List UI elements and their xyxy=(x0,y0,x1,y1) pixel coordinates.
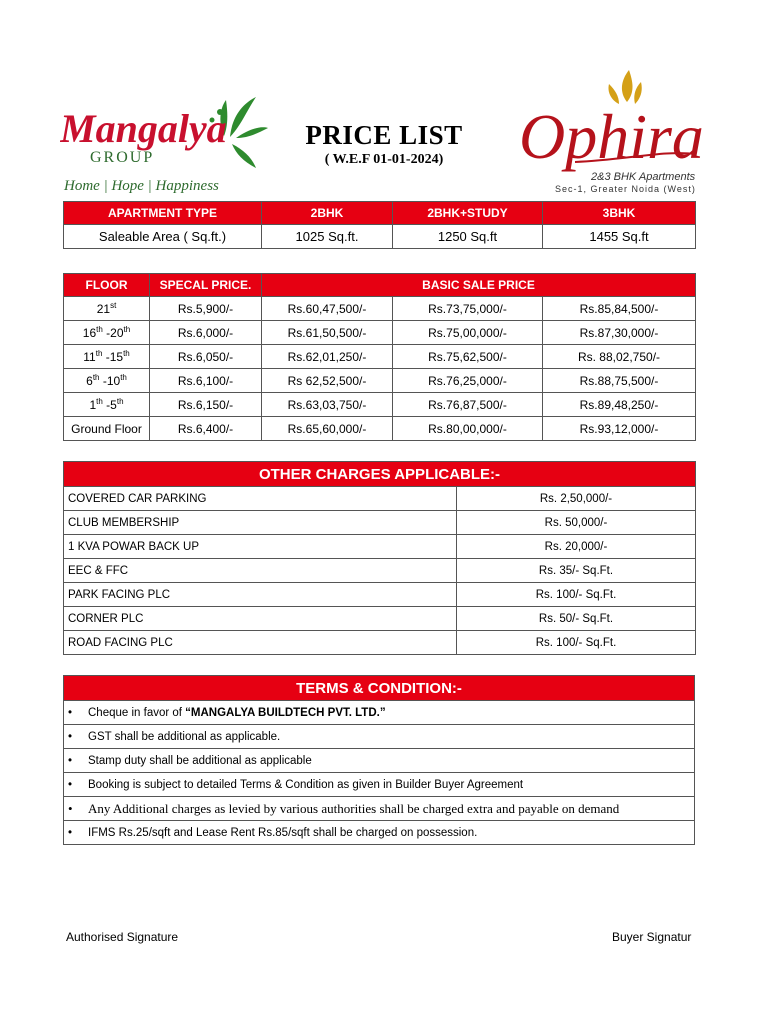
term-text: IFMS Rs.25/sqft and Lease Rent Rs.85/sqft shall be charged on possession. xyxy=(88,826,478,839)
floor-cell xyxy=(64,369,150,393)
special-rate-cell: Rs.5,900/- xyxy=(150,297,262,321)
list-item xyxy=(64,821,695,845)
charge-amount: Rs. 35/- Sq.Ft. xyxy=(457,559,696,583)
price-cell: Rs.93,12,000/- xyxy=(543,417,696,441)
floor-suffix: st xyxy=(110,301,117,310)
area-2bhk-study: 1250 Sq.ft xyxy=(393,225,543,249)
table-row xyxy=(64,393,696,417)
charge-amount: Rs. 100/- Sq.Ft. xyxy=(457,583,696,607)
svg-text:2&3 BHK Apartments: 2&3 BHK Apartments xyxy=(591,171,696,183)
table-header-row xyxy=(64,274,696,297)
table-row xyxy=(64,297,696,321)
floor-cell xyxy=(64,321,150,345)
terms-table xyxy=(63,675,695,845)
price-cell: Rs.75,00,000/- xyxy=(393,321,543,345)
floor-range-end: -15 xyxy=(102,350,124,364)
bullet-icon: • xyxy=(68,826,73,839)
term-cell xyxy=(64,701,695,725)
flame-icon xyxy=(608,70,641,104)
svg-text:Sec-1, Greater Noida (West): Sec-1, Greater Noida (West) xyxy=(555,184,696,194)
price-cell: Rs. 88,02,750/- xyxy=(543,345,696,369)
price-table xyxy=(63,273,696,441)
header-floor: FLOOR xyxy=(64,274,150,297)
area-2bhk: 1025 Sq.ft. xyxy=(262,225,393,249)
floor-cell xyxy=(64,345,150,369)
special-rate-cell: Rs.6,000/- xyxy=(150,321,262,345)
authorised-signature: Authorised Signature xyxy=(66,930,179,944)
buyer-signature: Buyer Signatur xyxy=(612,930,692,944)
price-cell: Rs.62,01,250/- xyxy=(262,345,393,369)
saleable-area-label: Saleable Area ( Sq.ft.) xyxy=(64,225,262,249)
table-row xyxy=(64,535,696,559)
price-cell: Rs.75,62,500/- xyxy=(393,345,543,369)
price-cell: Rs.76,25,000/- xyxy=(393,369,543,393)
effective-date: ( W.E.F 01-01-2024) xyxy=(324,152,444,167)
table-header-row xyxy=(64,202,696,225)
table-row xyxy=(64,607,696,631)
apartment-type-table xyxy=(63,201,696,249)
price-cell: Rs.88,75,500/- xyxy=(543,369,696,393)
svg-text:Ophira: Ophira xyxy=(519,101,704,172)
term-cell xyxy=(64,821,695,845)
list-item xyxy=(64,773,695,797)
bullet-icon: • xyxy=(68,778,73,791)
price-cell: Rs.85,84,500/- xyxy=(543,297,696,321)
list-item xyxy=(64,701,695,725)
list-item xyxy=(64,797,695,821)
floor-suffix: th xyxy=(123,349,130,358)
table-row xyxy=(64,321,696,345)
header-apartment-type: APARTMENT TYPE xyxy=(64,202,262,225)
floor-suffix: th xyxy=(96,325,103,334)
price-cell: Rs.61,50,500/- xyxy=(262,321,393,345)
svg-text:Mangalya: Mangalya xyxy=(60,106,227,151)
table-row xyxy=(64,511,696,535)
list-item xyxy=(64,725,695,749)
floor-label: 6 xyxy=(86,374,93,388)
terms-title: TERMS & CONDITION:- xyxy=(64,676,695,701)
price-cell: Rs 62,52,500/- xyxy=(262,369,393,393)
special-rate-cell: Rs.6,050/- xyxy=(150,345,262,369)
term-text: Stamp duty shall be additional as applicable xyxy=(88,754,312,767)
other-charges-table xyxy=(63,461,696,655)
term-text: Any Additional charges as levied by various authorities shall be charged extra and payable on demand xyxy=(88,800,620,816)
other-charges-title: OTHER CHARGES APPLICABLE:- xyxy=(64,462,696,487)
header-2bhk-study: 2BHK+STUDY xyxy=(393,202,543,225)
table-row xyxy=(64,487,696,511)
floor-suffix: th xyxy=(123,325,131,334)
list-item xyxy=(64,749,695,773)
floor-range-end: -5 xyxy=(102,398,117,412)
price-cell: Rs.80,00,000/- xyxy=(393,417,543,441)
table-row xyxy=(64,225,696,249)
price-cell: Rs.89,48,250/- xyxy=(543,393,696,417)
charge-item: PARK FACING PLC xyxy=(64,583,457,607)
charge-item: CORNER PLC xyxy=(64,607,457,631)
charge-amount: Rs. 50/- Sq.Ft. xyxy=(457,607,696,631)
ophira-logo xyxy=(515,62,705,197)
special-rate-cell: Rs.6,400/- xyxy=(150,417,262,441)
term-text: Booking is subject to detailed Terms & Condition as given in Builder Buyer Agreement xyxy=(88,778,524,791)
term-cell xyxy=(64,773,695,797)
bullet-icon: • xyxy=(68,754,73,767)
price-cell: Rs.76,87,500/- xyxy=(393,393,543,417)
term-cell xyxy=(64,749,695,773)
charge-amount: Rs. 100/- Sq.Ft. xyxy=(457,631,696,655)
bullet-icon: • xyxy=(68,730,73,743)
bullet-icon: • xyxy=(68,800,73,816)
floor-range-end: -20 xyxy=(102,326,124,340)
table-row xyxy=(64,631,696,655)
floor-cell xyxy=(64,417,150,441)
floor-suffix: th xyxy=(116,397,124,406)
page-title: PRICE LIST xyxy=(305,120,463,150)
floor-cell xyxy=(64,393,150,417)
svg-text:GROUP: GROUP xyxy=(90,149,155,166)
table-row xyxy=(64,417,696,441)
term-payee: “MANGALYA BUILDTECH PVT. LTD.” xyxy=(185,706,386,719)
charge-item: COVERED CAR PARKING xyxy=(64,487,457,511)
table-row xyxy=(64,345,696,369)
charge-amount: Rs. 20,000/- xyxy=(457,535,696,559)
special-rate-cell: Rs.6,150/- xyxy=(150,393,262,417)
price-cell: Rs.65,60,000/- xyxy=(262,417,393,441)
header-2bhk: 2BHK xyxy=(262,202,393,225)
floor-cell xyxy=(64,297,150,321)
header-special-price: SPECAL PRICE. xyxy=(150,274,262,297)
floor-range-end: -10 xyxy=(99,374,121,388)
term-text: GST shall be additional as applicable. xyxy=(88,730,281,743)
special-rate-cell: Rs.6,100/- xyxy=(150,369,262,393)
term-cell xyxy=(64,725,695,749)
charge-item: 1 KVA POWAR BACK UP xyxy=(64,535,457,559)
floor-suffix: th xyxy=(92,373,100,382)
floor-label: 11 xyxy=(83,350,96,364)
charge-amount: Rs. 2,50,000/- xyxy=(457,487,696,511)
price-cell: Rs.73,75,000/- xyxy=(393,297,543,321)
price-cell: Rs.60,47,500/- xyxy=(262,297,393,321)
charge-item: CLUB MEMBERSHIP xyxy=(64,511,457,535)
price-cell: Rs.63,03,750/- xyxy=(262,393,393,417)
term-cell xyxy=(64,797,695,821)
floor-label: 16 xyxy=(82,326,97,340)
floor-suffix: th xyxy=(120,373,127,382)
floor-label: 21 xyxy=(96,302,111,316)
price-cell: Rs.87,30,000/- xyxy=(543,321,696,345)
area-3bhk: 1455 Sq.ft xyxy=(543,225,696,249)
header-basic-sale-price: BASIC SALE PRICE xyxy=(262,274,696,297)
table-row xyxy=(64,559,696,583)
floor-label: 1 xyxy=(89,398,97,412)
svg-text:Home | Hope | Happiness: Home | Hope | Happiness xyxy=(64,178,219,194)
floor-suffix: th xyxy=(96,397,103,406)
floor-suffix: th xyxy=(95,349,103,358)
bullet-icon: • xyxy=(68,706,73,719)
table-row xyxy=(64,583,696,607)
charge-amount: Rs. 50,000/- xyxy=(457,511,696,535)
term-text: Cheque in favor of xyxy=(88,706,186,719)
charge-item: ROAD FACING PLC xyxy=(64,631,457,655)
floor-label: Ground Floor xyxy=(71,421,142,436)
charge-item: EEC & FFC xyxy=(64,559,457,583)
header-3bhk: 3BHK xyxy=(543,202,696,225)
table-row xyxy=(64,369,696,393)
